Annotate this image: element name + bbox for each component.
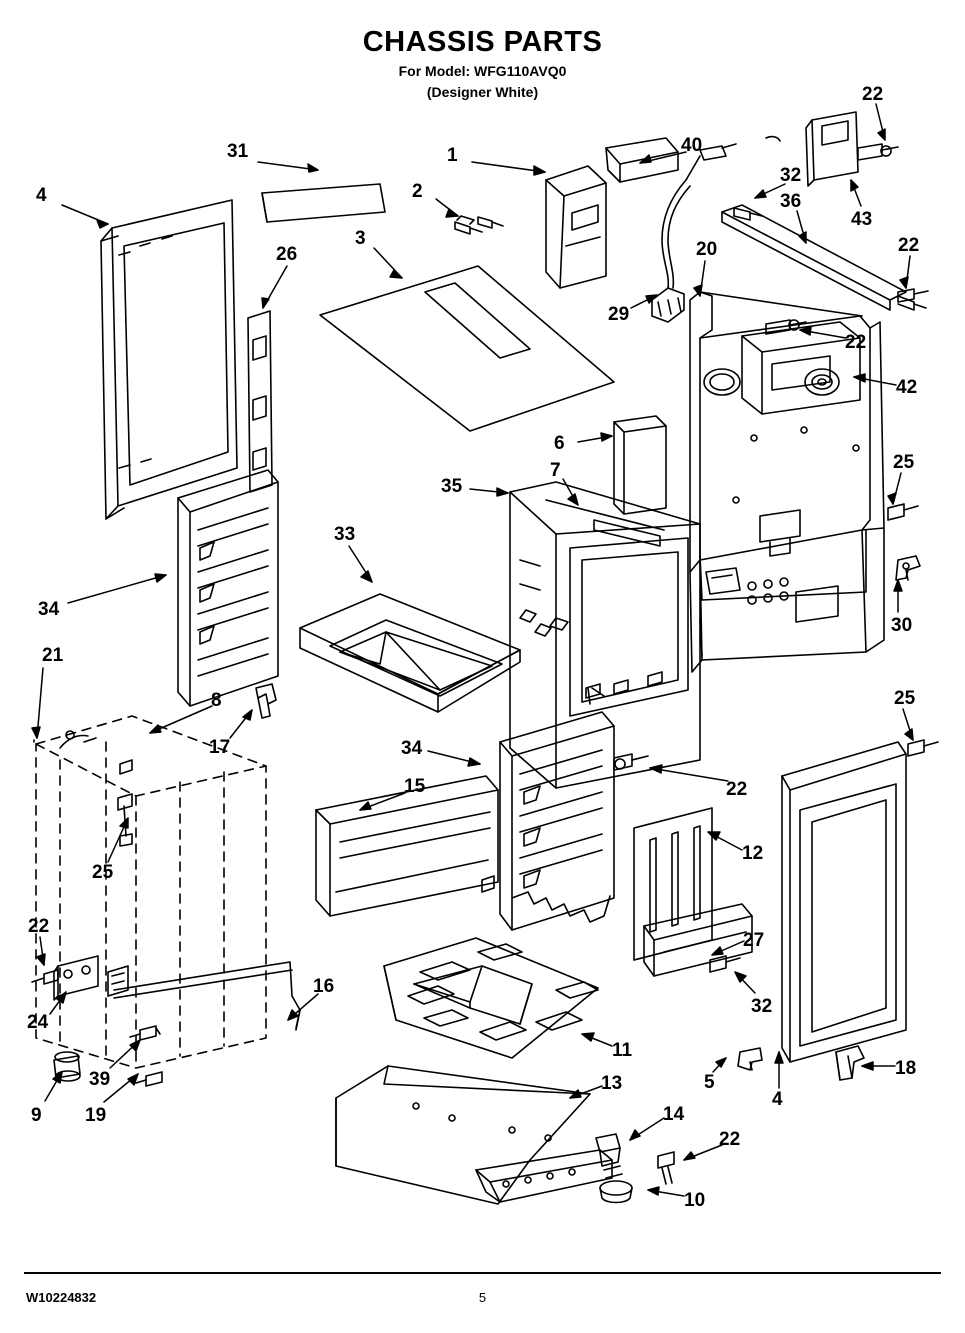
callout-20: 20 xyxy=(696,239,718,260)
callout-29: 29 xyxy=(608,304,630,325)
callout-18: 18 xyxy=(895,1058,917,1079)
callout-34-left: 34 xyxy=(38,599,60,620)
callout-36: 36 xyxy=(780,191,802,212)
callout-43: 43 xyxy=(851,209,873,230)
callout-2: 2 xyxy=(412,181,423,202)
callout-39: 39 xyxy=(89,1069,111,1090)
callout-35: 35 xyxy=(441,476,463,497)
model-line: For Model: WFG110AVQ0 xyxy=(398,63,567,79)
callout-16: 16 xyxy=(313,976,335,997)
callout-30: 30 xyxy=(891,615,913,636)
callout-7: 7 xyxy=(550,460,561,481)
callout-22-bottom: 22 xyxy=(719,1129,741,1150)
footer-code: W10224832 xyxy=(26,1290,97,1305)
callout-12: 12 xyxy=(742,843,764,864)
callout-22-left-low: 22 xyxy=(28,916,50,937)
callout-13: 13 xyxy=(601,1073,623,1094)
callout-3: 3 xyxy=(355,228,366,249)
footer-divider xyxy=(24,1272,941,1274)
callout-22-topright: 22 xyxy=(862,84,884,105)
callout-25-right-upper: 25 xyxy=(893,452,915,473)
page-title: CHASSIS PARTS xyxy=(362,26,603,58)
page-number: 5 xyxy=(478,1290,487,1305)
color-line: (Designer White) xyxy=(426,84,539,100)
callout-31: 31 xyxy=(227,141,249,162)
callout-42: 42 xyxy=(896,377,918,398)
callout-9: 9 xyxy=(31,1105,42,1126)
callout-25-right-mid: 25 xyxy=(894,688,916,709)
callout-32-low: 32 xyxy=(751,996,773,1017)
callout-22-right-upper: 22 xyxy=(898,235,920,256)
callout-17: 17 xyxy=(209,737,231,758)
callout-22-mid: 22 xyxy=(845,332,867,353)
callout-4-right: 4 xyxy=(772,1089,783,1110)
callout-40: 40 xyxy=(681,135,703,156)
callout-24: 24 xyxy=(27,1012,49,1033)
callout-6: 6 xyxy=(554,433,565,454)
callout-27: 27 xyxy=(743,930,765,951)
callout-5: 5 xyxy=(704,1072,715,1093)
callout-33: 33 xyxy=(334,524,356,545)
callout-8: 8 xyxy=(211,690,222,711)
callout-21: 21 xyxy=(42,645,64,666)
callout-22-center: 22 xyxy=(726,779,748,800)
callout-34-mid: 34 xyxy=(401,738,423,759)
callout-10: 10 xyxy=(684,1190,706,1211)
callout-11: 11 xyxy=(612,1040,633,1061)
callout-25-left: 25 xyxy=(92,862,114,883)
callout-14: 14 xyxy=(663,1104,685,1125)
callout-1: 1 xyxy=(447,145,458,166)
callout-26: 26 xyxy=(276,244,298,265)
callout-19: 19 xyxy=(85,1105,107,1126)
callout-15: 15 xyxy=(404,776,426,797)
callout-32-top: 32 xyxy=(780,165,802,186)
callout-4-left: 4 xyxy=(36,185,47,206)
